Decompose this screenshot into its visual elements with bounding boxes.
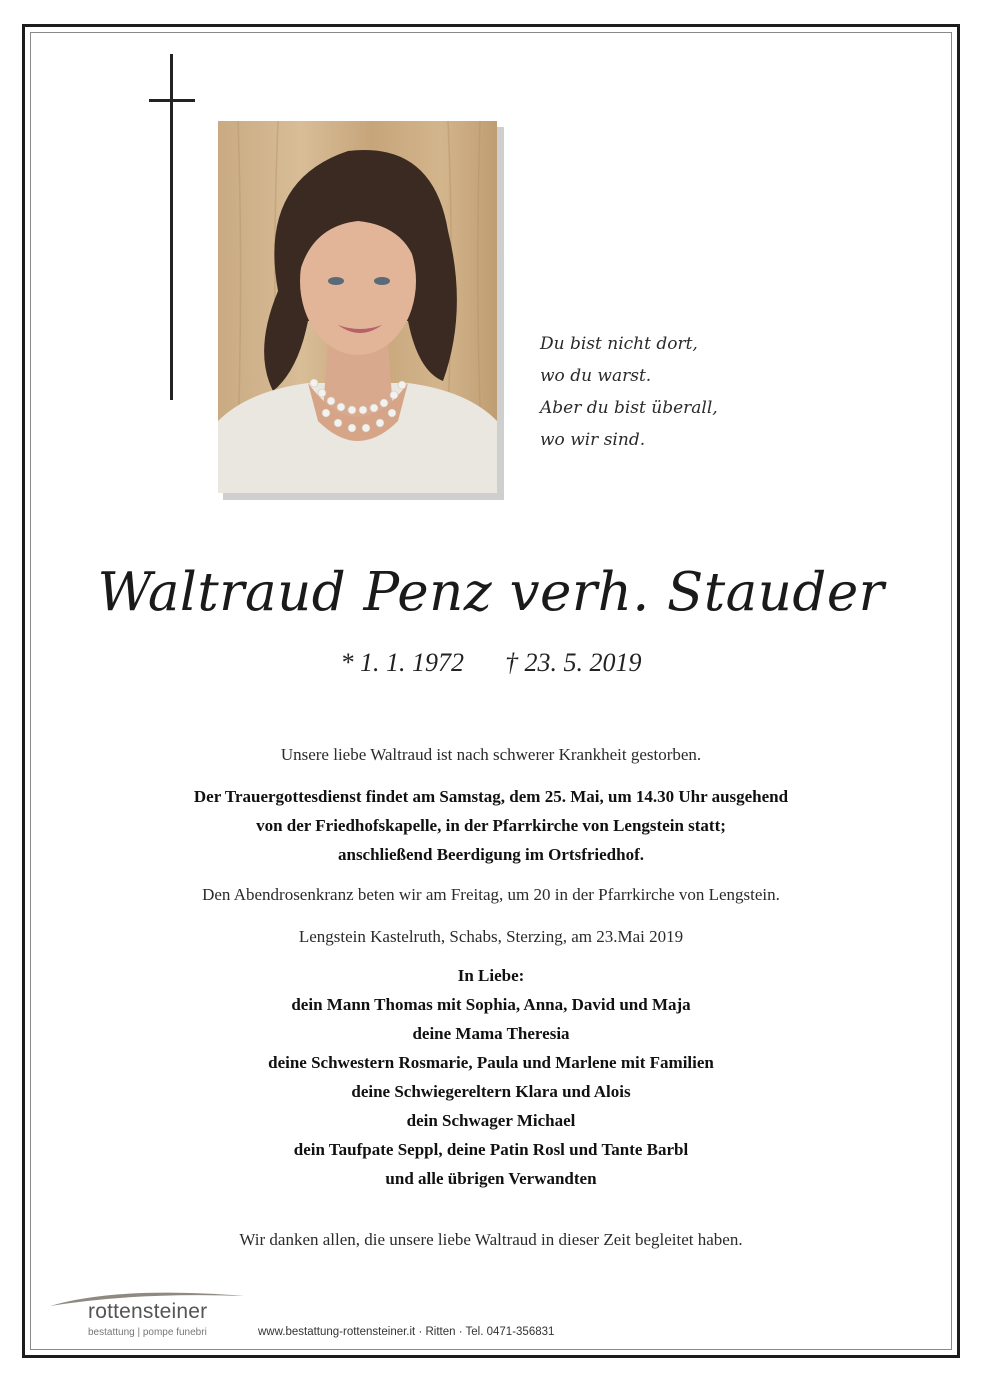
funeral-line: anschließend Beerdigung im Ortsfriedhof.: [337, 845, 644, 864]
mourner-line: dein Mann Thomas mit Sophia, Anna, David und Maja: [291, 995, 691, 1014]
birth-date: 1. 1. 1972: [360, 648, 464, 677]
mourner-line: deine Schwestern Rosmarie, Paula und Marlene mit Familien: [268, 1053, 714, 1072]
cross-icon-bar: [149, 99, 195, 102]
footer-contact: www.bestattung-rottensteiner.it · Ritten · Tel. 0471-356831: [258, 1326, 555, 1338]
logo-subtitle: bestattung | pompe funebri: [88, 1327, 207, 1338]
death-date: 23. 5. 2019: [524, 648, 642, 677]
mourner-line: deine Schwiegereltern Klara und Alois: [351, 1082, 631, 1101]
birth-symbol: *: [340, 648, 354, 677]
mourners-heading: In Liebe:: [457, 966, 525, 985]
death-symbol: †: [505, 648, 518, 677]
mourner-line: deine Mama Theresia: [412, 1024, 570, 1043]
deceased-name: Waltraud Penz verh. Stauder: [97, 562, 885, 623]
mourner-line: und alle übrigen Verwandten: [385, 1169, 597, 1188]
mourner-line: dein Schwager Michael: [406, 1111, 576, 1130]
mourner-line: dein Taufpate Seppl, deine Patin Rosl und Tante Barbl: [293, 1140, 689, 1159]
poem: [540, 328, 770, 456]
rosary-text: Den Abendrosenkranz beten wir am Freitag, um 20 in der Pfarrkirche von Lengstein.: [202, 885, 780, 904]
funeral-line: Der Trauergottesdienst findet am Samstag, dem 25. Mai, um 14.30 Uhr ausgehend: [193, 787, 789, 806]
funeral-line: von der Friedhofskapelle, in der Pfarrkirche von Lengstein statt;: [256, 816, 726, 835]
intro-text: Unsere liebe Waltraud ist nach schwerer Krankheit gestorben.: [280, 745, 702, 764]
funeral-details: [40, 782, 942, 869]
logo-name: rottensteiner: [88, 1300, 208, 1323]
poem-line: wo wir sind.: [540, 430, 646, 450]
place-date: Lengstein Kastelruth, Schabs, Sterzing, am 23.Mai 2019: [298, 927, 684, 946]
portrait-photo: [218, 121, 497, 493]
poem-line: Du bist nicht dort,: [540, 334, 698, 354]
poem-line: Aber du bist überall,: [540, 398, 718, 418]
poem-line: wo du warst.: [540, 366, 652, 386]
cross-icon: [170, 54, 173, 400]
company-logo: [48, 1288, 248, 1348]
life-dates: [40, 648, 942, 678]
thanks-text: Wir danken allen, die unsere liebe Waltraud in dieser Zeit begleitet haben.: [239, 1230, 743, 1249]
mourners-list: [40, 961, 942, 1193]
